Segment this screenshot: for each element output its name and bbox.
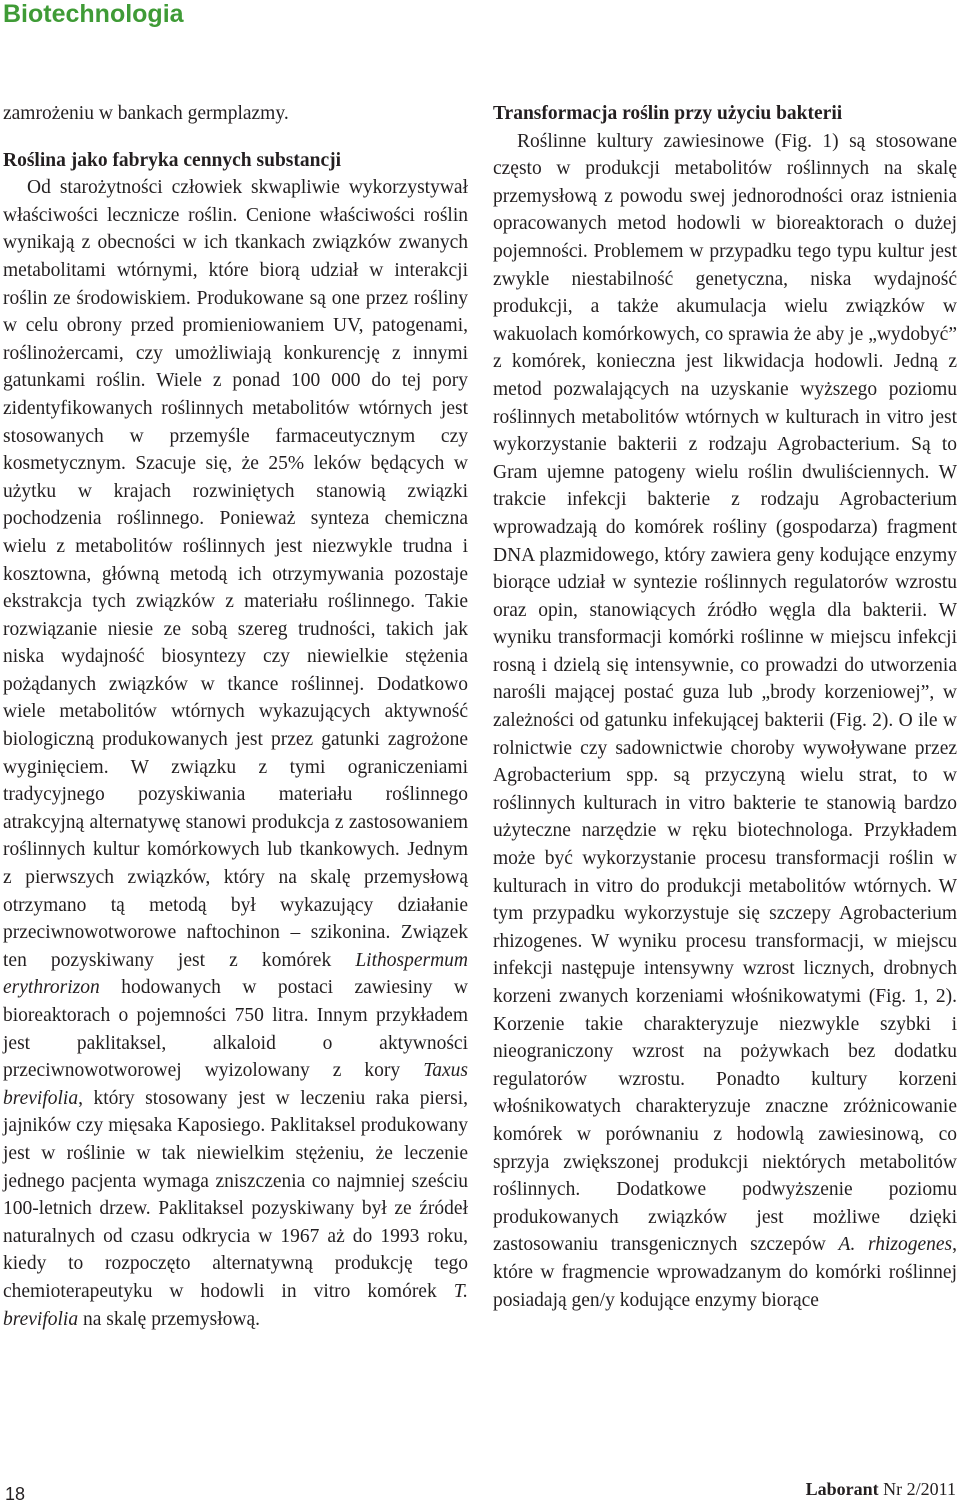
- species-name: T. brevifolia: [3, 1280, 468, 1330]
- section-heading-plant-factory: Roślina jako fabryka cennych substancji: [3, 149, 342, 171]
- footer-journal: [806, 1479, 956, 1500]
- section-heading-transformation: Transformacja roślin przy użyciu bakterii: [493, 103, 843, 124]
- journal-name: Laborant: [805, 1479, 879, 1499]
- body-text: Od starożytności człowiek skwapliwie wykorzystywał właściwości lecznicze roślin. Cenione właściwości roślin wynikają z obecności w ich tkankach związków zwanych metabolitami wtórnymi, które biorą udział w interakcji roślin ze środowiskiem. Produkowane są one przez rośliny w celu obrony przed promieniowaniem UV, patogenami, roślinożercami, czy umożliwiają konkurencję z innymi gatunkami roślin. Wiele z ponad 100 000 do tej pory zidentyfikowanych roślinnych metabolitów wtórnych jest stosowanych w przemyśle farmaceutycznym czy kosmetycznym. Szacuje się, że 25% leków będących w użytku w krajach rozwiniętych stanowią związki pochodzenia roślinnego. Ponieważ synteza chemiczna wielu z metabolitów roślinnych jest niezwykle trudna i kosztowna, główną metodą ich otrzymywania pozostaje ekstrakcja tych związków z materiału roślinnego. Takie rozwiązanie niesie ze sobą szereg trudności, takich jak niska wydajność biosyntezy czy niewielkie stężenia pożądanych związków w tkance roślinnej. Dodatkowo wiele metabolitów wtórnych wykazujących aktywność biologiczną produkowanych jest przez gatunki zagrożone wyginięciem. W związku z tymi ograniczeniami tradycyjnego pozyskiwania materiału roślinnego atrakcyjną alternatywę stanowi produkcja z zastosowaniem roślinnych kultur komórkowych lub tkankowych. Jednym z pierwszych związków, który na skalę przemysłową otrzymano tą metodą był wykazujący działanie przeciwnowotworowe naftochinon – szikonina. Związek ten pozyskiwany jest z komórek: [3, 177, 468, 971]
- left-column: [3, 100, 468, 1333]
- body-text: hodowanych w postaci zawiesiny w bioreaktorach o pojemności 750 litra. Innym przykładem jest paklitaksel, alkaloid o aktywności przeciwnowotworowej wyizolowany z kory: [3, 977, 469, 1082]
- right-column: [493, 100, 957, 1314]
- journal-issue: Nr 2/2011: [883, 1479, 956, 1499]
- section-label: Biotechnologia: [3, 0, 184, 28]
- body-paragraph-transformation: [493, 128, 957, 1315]
- paragraph-gap: [3, 128, 468, 147]
- body-text: , które w fragmencie wprowadzanym do komórki roślinnej posiadają gen/y kodujące enzymy biorące: [493, 1234, 958, 1311]
- body-paragraph-plant-factory: [3, 174, 468, 1333]
- body-text: Roślinne kultury zawiesinowe (Fig. 1) są stosowane często w produkcji metabolitów roślinnych na skalę przemysłową z powodu swej jednorodności oraz istnienia opracowanych metod hodowli w bioreaktorach o dużej pojemności. Problemem w przypadku tego typu kultur jest zwykle niestabilność genetyczna, niska wydajność produkcji, a także akumulacja wielu związków w wakuolach komórkowych, co sprawia że aby je „wydobyć” z komórek, konieczna jest likwidacja hodowli. Jedną z metod pozwalających na uzyskanie wyższego poziomu roślinnych metabolitów wtórnych w kulturach in vitro jest wykorzystanie bakterii z rodzaju Agrobacterium. Są to Gram ujemne patogeny wielu roślin dwuliściennych. W trakcie infekcji bakterie z rodzaju Agrobacterium wprowadzają do komórek rośliny (gospodarza) fragment DNA plazmidowego, który zawiera geny kodujące enzymy biorące udział w syntezie roślinnych regulatorów wzrostu oraz opin, stanowiących źródło węgla dla bakterii. W wyniku transformacji komórki roślinne w miejscu infekcji rosną i dzielą się intensywnie, co prowadzi do utworzenia narośli mającej postać guza lub „brody korzeniowej”, w zależności od gatunku infekującej bakterii (Fig. 2). O ile w rolnictwie czy sadownictwie choroby wywoływane przez Agrobacterium spp. są przyczyną wielu strat, to w roślinnych kulturach in vitro bakterie te stanowią bardzo użyteczne narzędzie w ręku biotechnologa. Przykładem może być wykorzystanie procesu transformacji roślin w kulturach in vitro do produkcji metabolitów wtórnych. W tym przypadku wykorzystuje się szczepy Agrobacterium rhizogenes. W wyniku procesu transformacji, w miejscu infekcji następuje intensywny wzrost licznych, drobnych korzeni zwanych korzeniami włośnikowatymi (Fig. 1, 2). Korzenie takie charakteryzuje niezwykle szybki i nieograniczony wzrost na pożywkach bez dodatku regulatorów wzrostu. Ponadto kultury korzeni włośnikowatych charakteryzuje znaczne zróżnicowanie komórek w porównaniu z hodowlą zawiesinową, co sprzyja zwiększonej produkcji niektórych metabolitów roślinnych. Dodatkowe podwyższenie poziomu produkowanych związków jest możliwe dzięki zastosowaniu transgenicznych szczepów: [493, 130, 957, 1256]
- species-name: Taxus brevifolia: [3, 1060, 468, 1109]
- body-text: na skalę przemysłową.: [82, 1308, 261, 1330]
- species-name: Lithospermum erythrorizon: [3, 949, 468, 999]
- species-name: A. rhizogenes: [838, 1234, 953, 1256]
- intro-tail: zamrożeniu w bankach germplazmy.: [3, 103, 289, 124]
- body-text: , który stosowany jest w leczeniu raka piersi, jajników czy mięsaka Kaposiego. Paklitaksel produkowany jest w roślinie w tak niewielkim stężeniu, że leczenie jednego pacjenta wymaga zniszczenia co najmniej sześciu 100-letnich drzew. Paklitaksel pozyskiwany był ze źródeł naturalnych od czasu odkrycia w 1967 aż do 1993 roku, kiedy to rozpoczęto alternatywną produkcję tego chemioterapeutyku w hodowli in vitro komórek: [3, 1087, 468, 1302]
- page-number: 18: [5, 1484, 26, 1504]
